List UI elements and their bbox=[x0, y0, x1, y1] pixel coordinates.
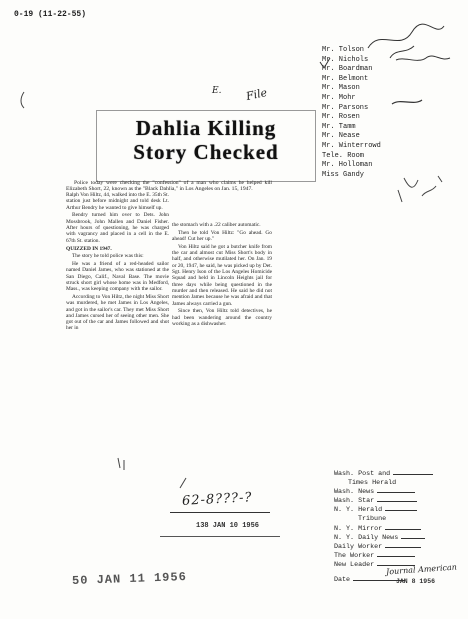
article-paragraph: Bendry turned him over to Dets. John Mossbrook, John Mallen and Daniel Fisher. After hours of questioning, he was charged with vagrancy and placed in a cell in the E. 67th St. station. bbox=[66, 212, 169, 244]
newspaper-blank-line bbox=[377, 500, 417, 502]
newspaper-blank-line bbox=[393, 473, 433, 475]
newspaper-name: New Leader bbox=[334, 560, 375, 569]
newspaper-entry bbox=[334, 497, 464, 506]
newspaper-name: N. Y. Herald bbox=[334, 506, 383, 515]
article-column-1 bbox=[66, 192, 169, 333]
newspaper-name: Wash. News bbox=[334, 488, 375, 497]
newspaper-entry bbox=[334, 534, 464, 543]
official-entry: Mr. Winterrowd bbox=[322, 141, 381, 150]
newspaper-entry bbox=[334, 525, 464, 534]
newspaper-blank-line bbox=[377, 555, 415, 557]
newspaper-entry bbox=[334, 479, 464, 488]
headline-line-2: Story Checked bbox=[133, 140, 279, 164]
article-paragraph: He was a friend of a red-headed sailor named Daniel James, who was stationed at the San Diego, Calif., Naval Base. The movie struck short girl whose home was in Medford, Mass., was keeping company with the sailor. bbox=[66, 260, 169, 293]
official-entry: Mr. Nease bbox=[322, 132, 360, 141]
official-entry: Mr. Belmont bbox=[322, 74, 369, 83]
article-headline bbox=[101, 116, 311, 164]
article-paragraph: the stomach with a .22 caliber automatic. bbox=[172, 222, 261, 228]
official-entry: Mr. Mohr bbox=[322, 93, 356, 102]
official-entry: Mr. Rosen bbox=[322, 113, 360, 122]
official-entry: Mr. Holloman bbox=[322, 161, 373, 170]
article-paragraph: Then he told Von Hiltz: "Go ahead. Go ahead! Cut her up." bbox=[172, 229, 272, 243]
newspaper-name: Times Herald bbox=[348, 479, 397, 488]
newspaper-name: Wash. Post and bbox=[334, 470, 391, 478]
handwritten-mark-left bbox=[18, 90, 28, 110]
headline-line-1: Dahlia Killing bbox=[135, 116, 277, 140]
article-paragraph: The story he told police was this: bbox=[72, 253, 144, 260]
date-stamp: JAN 8 1956 bbox=[396, 578, 436, 585]
newspaper-name: N. Y. Mirror bbox=[334, 524, 383, 533]
official-entry: Mr. Parsons bbox=[322, 103, 369, 112]
article-paragraph: Since then, Von Hiltz told detectives, he had been wandering around the country working as a dishwasher. bbox=[172, 308, 272, 327]
newspaper-entry bbox=[334, 488, 464, 497]
newspaper-blank-line bbox=[385, 509, 417, 511]
article-lead: Police today were checking the "confession" of a man who claims he helped kill Elizabeth Short, 22, known as the "Black Dahlia," in Los Angeles on Jan. 15, 1947. bbox=[66, 180, 272, 193]
newspaper-name: Date bbox=[334, 576, 351, 585]
official-entry: Mr. Tamm bbox=[322, 122, 356, 131]
article-paragraph: Ralph Von Hiltz, 44, walked into the E. 35th St. station just before midnight and told desk Lt. Arthur Bendry he wanted to give himself up. bbox=[66, 192, 169, 211]
newspaper-name: The Worker bbox=[334, 551, 375, 560]
newspaper-blank-line bbox=[377, 491, 415, 493]
received-stamp-rule bbox=[160, 536, 280, 537]
handwritten-check-marks bbox=[300, 54, 460, 134]
article-paragraph: According to Von Hiltz, the night Miss Short was murdered, he met James in Los Angeles, and got in the sailor's car. They met Miss Short and James cursed her of seeing other men. She got out of the car and James followed and shot her in bbox=[66, 293, 169, 332]
newspaper-entry bbox=[334, 506, 464, 515]
newspaper-blank-line bbox=[401, 537, 425, 539]
handwritten-corner-mark: E. bbox=[212, 86, 222, 96]
newspaper-entry bbox=[334, 515, 464, 524]
newspaper-entry bbox=[334, 543, 464, 552]
newspaper-name: Wash. Star bbox=[334, 497, 375, 506]
article-column-2 bbox=[172, 222, 272, 329]
newspaper-name: Tribune bbox=[358, 515, 387, 524]
handwritten-file-note: File bbox=[244, 85, 269, 104]
handwritten-marks-below-clip bbox=[110, 448, 230, 498]
handwritten-scribble-right bbox=[392, 170, 452, 206]
official-entry: Mr. Nichols bbox=[322, 55, 369, 64]
file-number-underline bbox=[170, 512, 270, 513]
newspaper-entry bbox=[334, 552, 464, 561]
bottom-stamp: 50 JAN 11 1956 bbox=[71, 570, 188, 588]
handwritten-file-number: 62-8???-? bbox=[181, 490, 253, 509]
received-stamp: 138 JAN 10 1956 bbox=[196, 522, 260, 530]
form-number: 0-19 (11-22-55) bbox=[14, 10, 87, 19]
newspaper-blank-line bbox=[385, 546, 421, 548]
newspaper-entry bbox=[334, 470, 464, 479]
official-entry: Mr. Tolson bbox=[322, 46, 365, 54]
newspaper-name: N. Y. Daily News bbox=[334, 533, 399, 542]
official-entry: Mr. Mason bbox=[322, 84, 360, 93]
article-subhead: QUIZZED IN 1947. bbox=[66, 245, 112, 252]
newspaper-name: Daily Worker bbox=[334, 542, 383, 551]
official-entry: Miss Gandy bbox=[322, 170, 365, 179]
handwritten-newspaper-note: Journal American bbox=[385, 562, 458, 577]
newspaper-blank-line bbox=[385, 528, 421, 530]
official-entry: Tele. Room bbox=[322, 151, 365, 160]
official-entry: Mr. Boardman bbox=[322, 65, 373, 74]
article-paragraph: Von Hiltz said he got a butcher knife from the car and almost cut Miss Short's body in half, and otherwise mutilated her. On Jan. 19 or 20, 1947, he said, he was picked up by Det. Sgt. Henry Ison of the Los Angeles Homicide Squad and held in Lincoln Heights jail for three days while being questioned in the murder and then released. He said he did not mention James because he was afraid and that James always carried a gun. bbox=[172, 243, 272, 307]
